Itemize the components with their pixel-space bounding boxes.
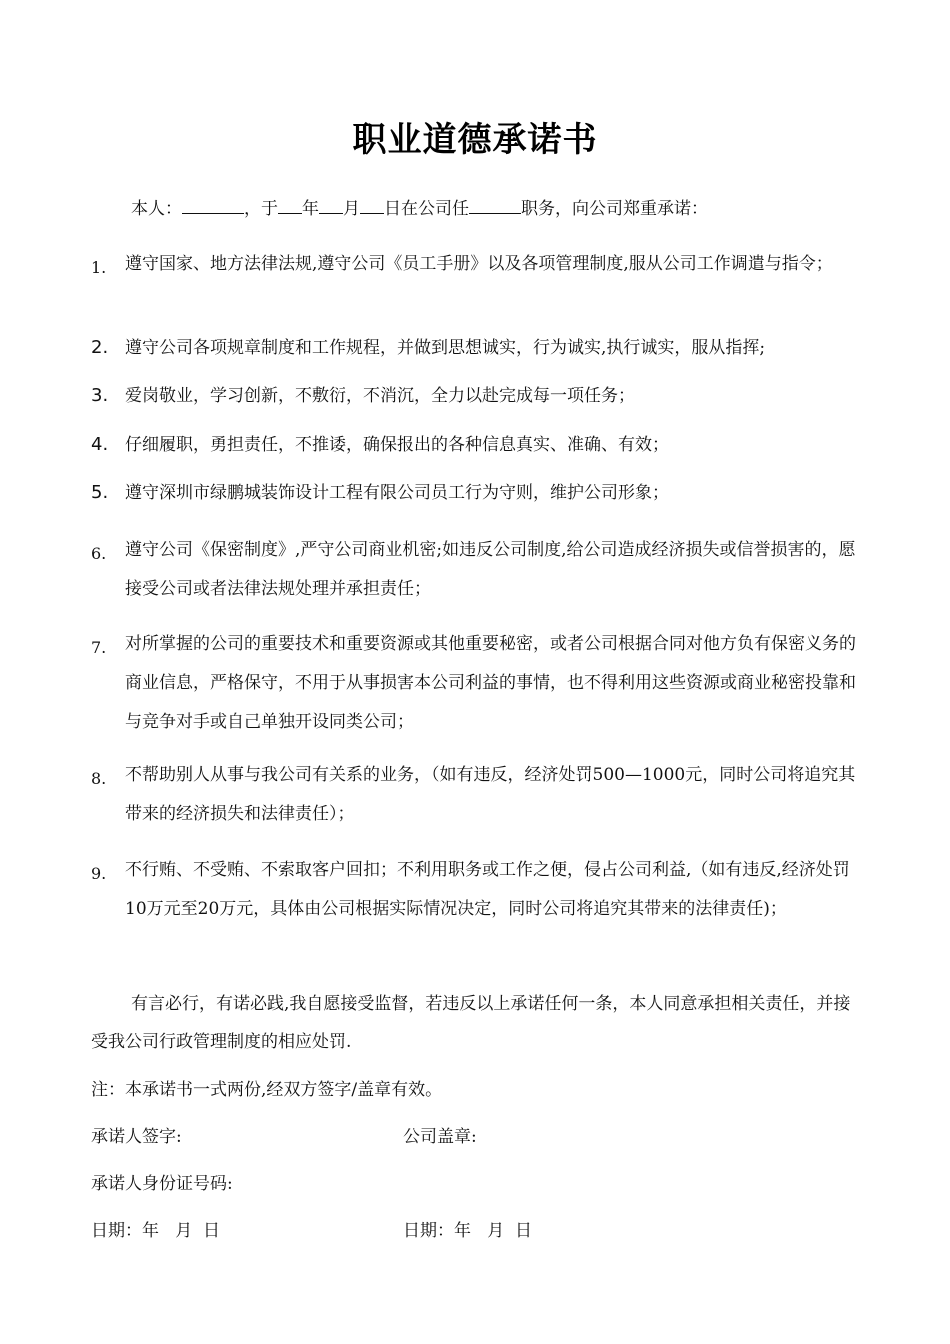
date-left-label: 日期：年 月 日 [91,1221,221,1241]
closing-paragraph: 有言必行，有诺必践,我自愿接受监督，若违反以上承诺任何一条，本人同意承担相关责任，并接受我公司行政管理制度的相应处罚. [91,994,851,1052]
item-text: 遵守公司各项规章制度和工作规程，并做到思想诚实，行为诚实,执行诚实，服从指挥; [125,338,766,358]
year-blank[interactable] [278,195,302,214]
item-number: 1. [91,258,107,277]
item-text: 不行贿、不受贿、不索取客户回扣；不利用职务或工作之便，侵占公司利益,（如有违反,经济处罚10万元至20万元，具体由公司根据实际情况决定，同时公司将追究其带来的法律责任)； [125,860,850,919]
intro-text-1: 本人： [131,199,182,219]
intro-text-3: 年 [302,199,319,219]
company-seal-label: 公司盖章: [403,1127,477,1147]
intro-text-4: 月 [343,199,360,219]
item-text: 对所掌握的公司的重要技术和重要资源或其他重要秘密，或者公司根据合同对他方负有保密义务的商业信息，严格保守，不用于从事损害本公司利益的事情，也不得利用这些资源或商业秘密投靠和与竞争对手或自己单独开设同类公司； [125,634,856,732]
item-text: 遵守公司《保密制度》,严守公司商业机密;如违反公司制度,给公司造成经济损失或信誉损害的，愿接受公司或者法律法规处理并承担责任； [125,540,856,599]
month-blank[interactable] [319,195,343,214]
intro-text-5: 日在公司任 [384,199,469,219]
item-number: 8. [91,769,107,788]
note-text: 注：本承诺书一式两份,经双方签字/盖章有效。 [91,1080,443,1100]
intro-text-6: 职务，向公司郑重承诺： [521,199,708,219]
item-number: 6. [91,544,107,563]
day-blank[interactable] [360,195,384,214]
item-number: 4. [91,434,109,455]
item-number: 7. [91,638,107,657]
item-number: 9. [91,864,107,883]
item-text: 遵守深圳市绿鹏城装饰设计工程有限公司员工行为守则，维护公司形象； [125,483,669,503]
intro-text-2: ，于 [244,199,278,219]
item-number: 5. [91,482,109,503]
item-number: 2. [91,337,109,358]
item-text: 不帮助别人从事与我公司有关系的业务，（如有违反，经济处罚500—1000元，同时公司将追究其带来的经济损失和法律责任）； [125,765,856,824]
position-blank[interactable] [469,195,521,214]
name-blank[interactable] [182,195,244,214]
document-title: 职业道德承诺书 [352,120,598,160]
item-text: 遵守国家、地方法律法规,遵守公司《员工手册》以及各项管理制度,服从公司工作调遣与指令； [125,254,833,274]
promisor-signature-label: 承诺人签字: [91,1127,182,1147]
item-text: 仔细履职，勇担责任，不推诿，确保报出的各种信息真实、准确、有效； [125,435,669,455]
promisor-id-label: 承诺人身份证号码: [91,1174,233,1194]
item-text: 爱岗敬业，学习创新，不敷衍，不消沉，全力以赴完成每一项任务； [125,386,635,406]
date-right-label: 日期：年 月 日 [403,1221,533,1241]
intro-line [131,195,708,221]
item-number: 3. [91,385,109,406]
